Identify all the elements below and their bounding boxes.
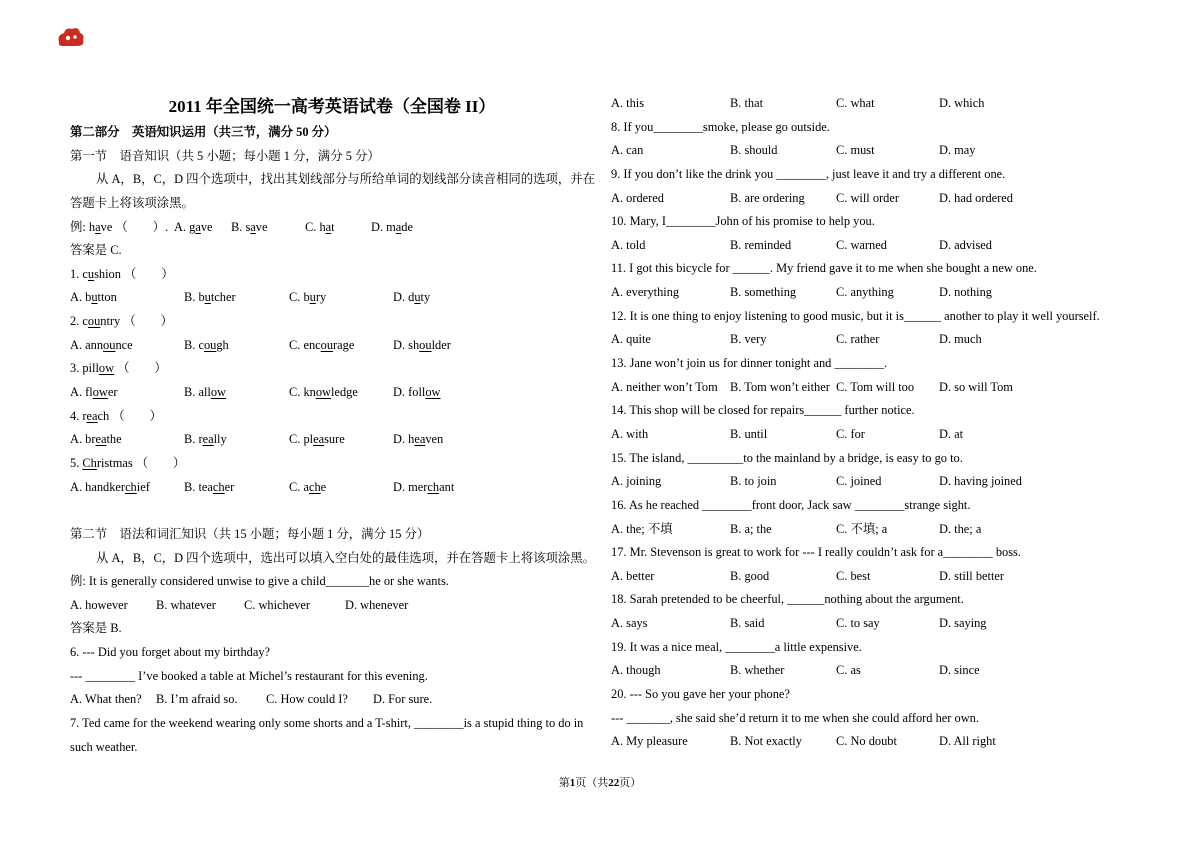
option-d: D. whenever: [345, 597, 409, 612]
section1-instructions-line2: 答题卡上将该项涂黑。: [70, 195, 194, 210]
option-b: B. cough: [184, 337, 229, 352]
footer-text: 页（共: [575, 777, 609, 789]
example-label: 例: have （ ）.: [70, 219, 169, 234]
option-b: B. whether: [730, 663, 785, 678]
question-7-stem-line2: such weather.: [70, 739, 138, 754]
option-b: B. said: [730, 616, 765, 631]
option-d: D. may: [939, 143, 976, 158]
question-2-options: [70, 334, 594, 358]
question-12-stem: 12. It is one thing to enjoy listening to good music, but it is______ another to play it well yourself.: [611, 308, 1100, 323]
question-11-stem: 11. I got this bicycle for ______. My friend gave it to me when she bought a new one.: [611, 261, 1037, 276]
option-c: C. bury: [289, 290, 327, 305]
current-page-number: 1: [569, 777, 576, 789]
question-20-stem-line1: 20. --- So you gave her your phone?: [611, 687, 790, 702]
option-a: A. My pleasure: [611, 734, 688, 749]
blank-line: [70, 499, 594, 523]
option-d: D. much: [939, 332, 982, 347]
section2-instructions: 从 A，B，C，D 四个选项中，选出可以填入空白处的最佳选项，并在答题卡上将该项涂黑。: [96, 550, 596, 565]
option-d: D. saying: [939, 616, 987, 631]
question-8-stem: 8. If you________smoke, please go outside.: [611, 119, 830, 134]
option-c: C. 不填; a: [836, 521, 888, 536]
option-c: C. must: [836, 143, 875, 158]
question-11-options: [611, 281, 1145, 305]
option-a: A. quite: [611, 332, 651, 347]
option-b: B. until: [730, 426, 768, 441]
option-b: B. really: [184, 432, 227, 447]
question-17-stem: 17. Mr. Stevenson is great to work for --- I really couldn’t ask for a________ boss.: [611, 545, 1021, 560]
option-d: D. which: [939, 96, 985, 110]
question-13-stem: 13. Jane won’t join us for dinner tonight and ________.: [611, 356, 888, 371]
question-15-stem: 15. The island, _________to the mainland by a bridge, is easy to go to.: [611, 450, 963, 465]
option-d: D. had ordered: [939, 190, 1013, 205]
question-14-stem: 14. This shop will be closed for repairs______ further notice.: [611, 403, 915, 418]
question-1-stem: 1. cushion （ ）: [70, 266, 174, 281]
option-a: A. joining: [611, 474, 662, 489]
option-a: A. neither won’t Tom: [611, 379, 718, 394]
option-c: C. best: [836, 568, 871, 583]
option-d: D. merchant: [393, 479, 455, 494]
option-d: D. heaven: [393, 432, 444, 447]
section2-example-answer: 答案是 B.: [70, 621, 122, 636]
option-d: D. For sure.: [373, 692, 433, 707]
total-pages: 22: [608, 777, 620, 789]
footer-text: 第: [558, 777, 570, 789]
question-10-options: [611, 234, 1145, 258]
question-5-stem: 5. Christmas （ ）: [70, 455, 186, 470]
example-option-c: C. hat: [305, 219, 335, 234]
option-a: A. ordered: [611, 190, 664, 205]
option-b: B. should: [730, 143, 778, 158]
question-17-options: [611, 565, 1145, 589]
option-d: D. All right: [939, 734, 996, 749]
option-d: D. follow: [393, 385, 441, 400]
section1-example-answer: 答案是 C.: [70, 243, 122, 258]
option-a: A. with: [611, 426, 649, 441]
option-a: A. flower: [70, 385, 118, 400]
option-b: B. that: [730, 96, 764, 110]
question-3-stem: 3. pillow （ ）: [70, 361, 167, 376]
question-13-options: [611, 376, 1145, 400]
option-d: D. duty: [393, 290, 431, 305]
option-c: C. How could I?: [266, 692, 348, 707]
option-d: D. shoulder: [393, 337, 451, 352]
part2-header: 第二部分 英语知识运用（共三节，满分 50 分）: [70, 125, 337, 139]
option-a: A. though: [611, 663, 661, 678]
option-b: B. whatever: [156, 597, 216, 612]
option-c: C. for: [836, 426, 865, 441]
option-c: C. will order: [836, 190, 899, 205]
left-column: [70, 92, 594, 759]
option-a: A. the; 不填: [611, 521, 673, 536]
option-c: C. whichever: [244, 597, 311, 612]
option-b: B. to join: [730, 474, 777, 489]
question-20-stem-line2: --- _______, she said she’d return it to me when she could afford her own.: [611, 710, 979, 725]
option-b: B. teacher: [184, 479, 235, 494]
page-title: 2011 年全国统一高考英语试卷（全国卷 II）: [168, 97, 496, 116]
option-a: A. better: [611, 568, 655, 583]
option-c: C. encourage: [289, 337, 355, 352]
option-c: C. Tom will too: [836, 379, 915, 394]
right-column: [611, 92, 1145, 754]
site-logo: [56, 26, 86, 48]
option-a: A. breathe: [70, 432, 122, 447]
option-d: D. having joined: [939, 474, 1022, 489]
question-2-stem: 2. country （ ）: [70, 314, 173, 329]
option-c: C. as: [836, 663, 861, 678]
question-18-stem: 18. Sarah pretended to be cheerful, ______nothing about the argument.: [611, 592, 964, 607]
question-12-options: [611, 328, 1145, 352]
example-option-a: A. gave: [174, 219, 213, 234]
option-d: D. so will Tom: [939, 379, 1013, 394]
question-20-options: [611, 730, 1145, 754]
option-c: C. rather: [836, 332, 880, 347]
question-4-stem: 4. reach （ ）: [70, 408, 162, 423]
question-5-options: [70, 476, 594, 500]
question-14-options: [611, 423, 1145, 447]
option-b: B. a; the: [730, 521, 772, 536]
option-d: D. the; a: [939, 521, 982, 536]
option-c: C. anything: [836, 285, 894, 300]
question-10-stem: 10. Mary, I________John of his promise to help you.: [611, 214, 875, 229]
question-3-options: [70, 381, 594, 405]
section2-example-stem: 例: It is generally considered unwise to give a child_______he or she wants.: [70, 574, 449, 589]
option-c: C. pleasure: [289, 432, 345, 447]
option-d: D. at: [939, 426, 964, 441]
option-a: A. can: [611, 143, 644, 158]
option-b: B. reminded: [730, 237, 792, 252]
question-9-options: [611, 187, 1145, 211]
section2-example-options: [70, 594, 594, 618]
footer-text: 页）: [619, 777, 642, 789]
question-7-options: [611, 92, 1145, 116]
section2-header: 第二节 语法和词汇知识（共 15 小题；每小题 1 分，满分 15 分）: [70, 526, 430, 541]
example-option-b: B. save: [231, 219, 268, 234]
option-a: A. however: [70, 597, 128, 612]
question-16-stem: 16. As he reached ________front door, Jack saw ________strange sight.: [611, 497, 971, 512]
option-a: A. says: [611, 616, 648, 631]
option-c: C. knowledge: [289, 385, 358, 400]
question-8-options: [611, 139, 1145, 163]
option-b: B. I’m afraid so.: [156, 692, 238, 707]
question-6-stem-line2: --- ________ I’ve booked a table at Michel’s restaurant for this evening.: [70, 668, 428, 683]
question-15-options: [611, 470, 1145, 494]
question-4-options: [70, 428, 594, 452]
option-c: C. what: [836, 96, 875, 110]
question-7-stem-line1: 7. Ted came for the weekend wearing only some shorts and a T-shirt, ________is a stupid thing to do in: [70, 716, 584, 731]
option-c: C. No doubt: [836, 734, 897, 749]
option-c: C. to say: [836, 616, 880, 631]
section1-instructions-line1: 从 A，B，C，D 四个选项中，找出其划线部分与所给单词的划线部分读音相同的选项，并在: [96, 172, 596, 187]
question-6-stem-line1: 6. --- Did you forget about my birthday?: [70, 645, 271, 660]
option-d: D. still better: [939, 568, 1005, 583]
option-b: B. butcher: [184, 290, 236, 305]
option-a: A. this: [611, 96, 645, 110]
question-19-stem: 19. It was a nice meal, ________a little expensive.: [611, 639, 862, 654]
option-b: B. very: [730, 332, 767, 347]
option-a: A. told: [611, 237, 646, 252]
option-d: D. since: [939, 663, 980, 678]
option-a: A. announce: [70, 337, 133, 352]
option-c: C. warned: [836, 237, 887, 252]
question-18-options: [611, 612, 1145, 636]
option-b: B. Not exactly: [730, 734, 802, 749]
section1-header: 第一节 语音知识（共 5 小题；每小题 1 分，满分 5 分）: [70, 148, 380, 163]
option-a: A. everything: [611, 285, 680, 300]
example-option-d: D. made: [371, 219, 413, 234]
option-a: A. handkerchief: [70, 479, 150, 494]
question-9-stem: 9. If you don’t like the drink you ________, just leave it and try a different one.: [611, 166, 1006, 181]
option-b: B. something: [730, 285, 797, 300]
option-c: C. joined: [836, 474, 882, 489]
option-c: C. ache: [289, 479, 327, 494]
question-1-options: [70, 286, 594, 310]
option-d: D. advised: [939, 237, 992, 252]
option-b: B. allow: [184, 385, 227, 400]
question-6-options: [70, 688, 594, 712]
red-logo-icon: [56, 26, 86, 48]
option-b: B. Tom won’t either: [730, 379, 830, 394]
option-d: D. nothing: [939, 285, 993, 300]
option-a: A. What then?: [70, 692, 142, 707]
option-a: A. button: [70, 290, 117, 305]
question-16-options: [611, 518, 1145, 542]
option-b: B. good: [730, 568, 770, 583]
section1-example-row: [70, 216, 594, 240]
question-19-options: [611, 659, 1145, 683]
option-b: B. are ordering: [730, 190, 805, 205]
page-footer: [0, 772, 1200, 795]
